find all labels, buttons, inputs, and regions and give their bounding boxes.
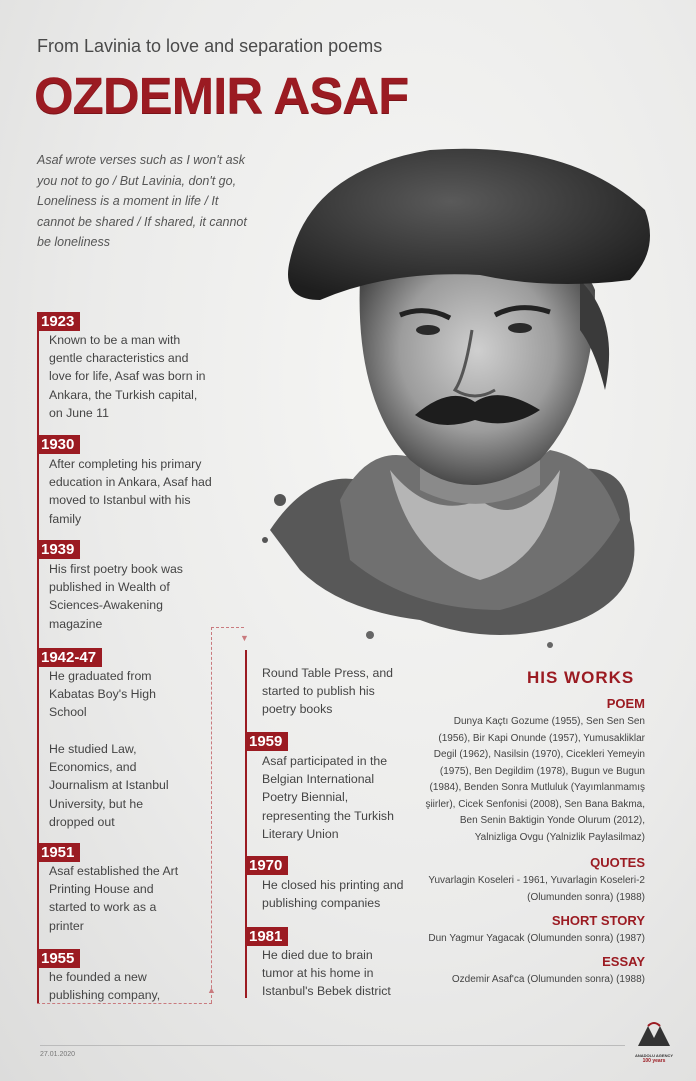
event-1955-continued: Round Table Press, and started to publish his poetry books <box>262 666 394 717</box>
connector-bottom <box>37 1003 212 1004</box>
event-1942-47: He graduated from Kabatas Boy's High School <box>49 669 156 720</box>
short-story-list: Dun Yagmur Yagacak (Olumunden sonra) (1987) <box>428 933 645 944</box>
essay-heading: ESSAY <box>602 954 645 969</box>
event-1959: Asaf participated in the Belgian International Poetry Biennial, representing the Turkish Literary Union <box>262 754 394 841</box>
poem-list: Dunya Kaçtı Gozume (1955), Sen Sen Sen (1956), Bir Kapi Onunde (1957), Yumusakliklar Degil (1962), Nasilsin (1970), Cicekleri Yemeyin (1975), Ben Degildim (1978), Bugun ve Bugun (1984), Benden Sonra Mutluluk (Yayımlanmamış şiirler), Cicek Senfonisi (2008), Sen Bana Bakma, Ben Senin Baktigin Yonde Olurum (2012), Yalnizliga Ovgu (Yalnizlik Paylasilmaz) <box>425 716 645 843</box>
year-1930: 1930 <box>37 435 80 454</box>
year-1942-47: 1942-47 <box>37 648 102 667</box>
quotes-heading: QUOTES <box>590 855 645 870</box>
publish-date: 27.01.2020 <box>40 1051 76 1058</box>
year-1939: 1939 <box>37 540 80 559</box>
works-title: HIS WORKS <box>527 668 635 687</box>
quotes-list: Yuvarlagin Koseleri - 1961, Yuvarlagin Koseleri-2 (Olumunden sonra) (1988) <box>428 875 645 903</box>
essay-list: Ozdemir Asaf'ca (Olumunden sonra) (1988) <box>451 974 645 985</box>
subtitle: From Lavinia to love and separation poems <box>37 36 383 56</box>
event-1930: After completing his primary education in Ankara, Asaf had moved to Istanbul with his family <box>49 457 212 526</box>
footer-divider <box>40 1045 625 1046</box>
year-1970: 1970 <box>245 856 288 875</box>
arrow-up-icon: ▲ <box>207 985 216 995</box>
event-1981: He died due to brain tumor at his home in Istanbul's Bebek district <box>262 948 391 999</box>
year-1951: 1951 <box>37 843 80 862</box>
connector-right-up <box>211 627 212 1003</box>
event-1923: Known to be a man with gentle characteristics and love for life, Asaf was born in Ankara, the Turkish capital, on June 11 <box>49 333 206 420</box>
event-1942-47-university: He studied Law, Economics, and Journalism at Istanbul University, but he dropped out <box>49 742 169 829</box>
lead-quote: Asaf wrote verses such as I won't ask you not to go / But Lavinia, don't go, Loneliness is a moment in life / It cannot be shared / If shared, it cannot be loneliness <box>37 153 247 249</box>
short-story-heading: SHORT STORY <box>551 913 645 928</box>
anniversary-badge: 100 years <box>642 1058 666 1064</box>
logo-text: ANADOLU AGENCY <box>634 1053 674 1058</box>
connector-top <box>211 627 244 628</box>
page-title: OZDEMIR ASAF <box>34 67 409 124</box>
portrait-image <box>250 140 690 660</box>
arrow-down-icon: ▼ <box>240 633 249 643</box>
anadolu-agency-logo <box>632 1022 676 1064</box>
event-1951: Asaf established the Art Printing House and started to work as a printer <box>49 864 179 933</box>
year-1981: 1981 <box>245 927 288 946</box>
event-1955: he founded a new publishing company, <box>49 970 161 1003</box>
poem-heading: POEM <box>606 696 645 711</box>
year-1959: 1959 <box>245 732 288 751</box>
year-1923: 1923 <box>37 312 80 331</box>
event-1970: He closed his printing and publishing companies <box>262 878 404 911</box>
event-1939: His first poetry book was published in Wealth of Sciences-Awakening magazine <box>49 562 183 631</box>
year-1955: 1955 <box>37 949 80 968</box>
